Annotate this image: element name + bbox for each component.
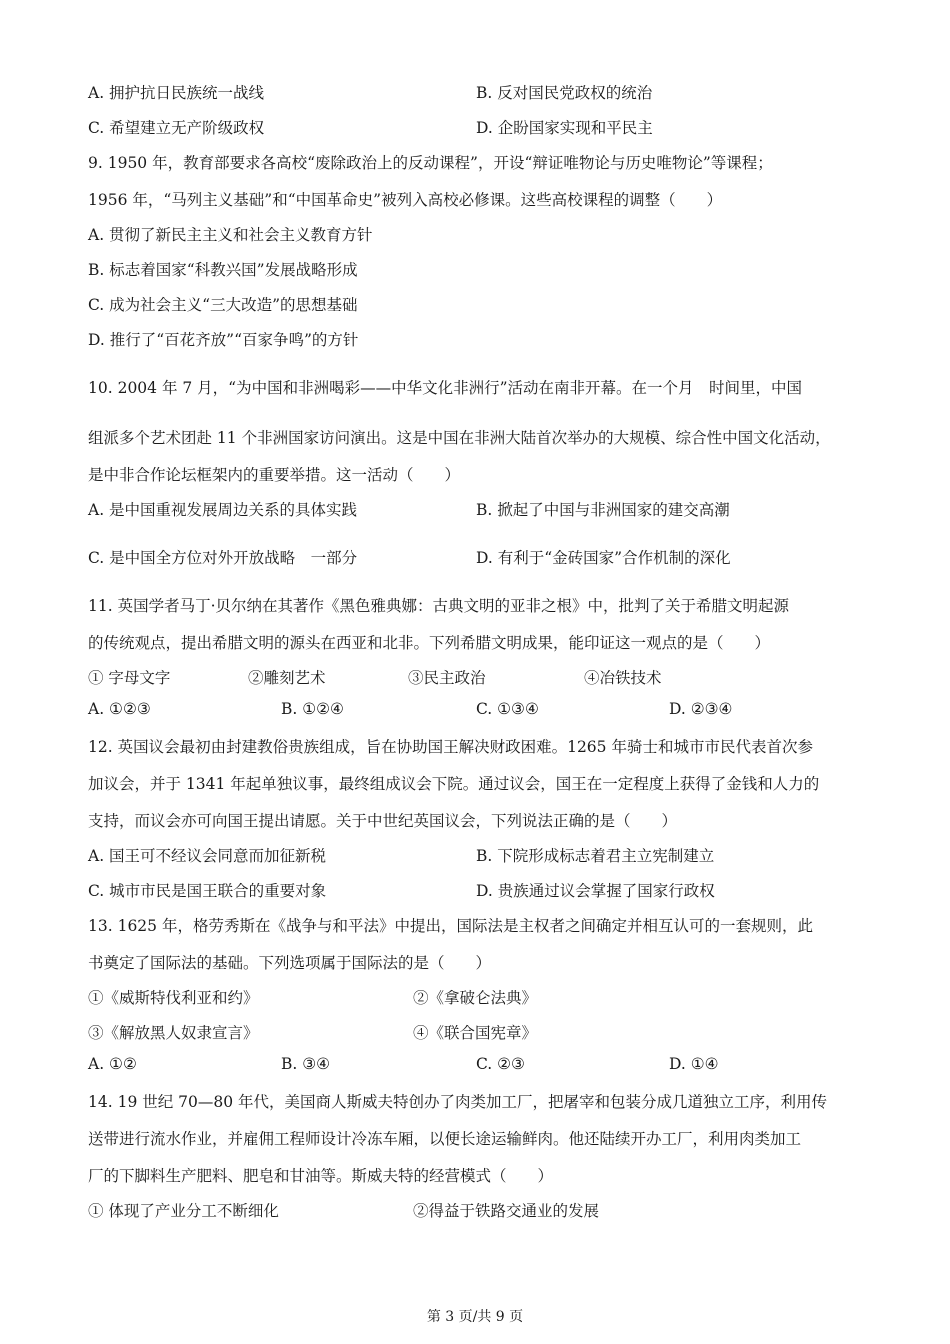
q9-stem-line1: 9. 1950 年，教育部要求各高校“废除政治上的反动课程”，开设“辩证唯物论与历史唯物论”等课程； (88, 154, 773, 172)
q11-option-b: B. ①②④ (281, 700, 344, 718)
q13-option-b: B. ③④ (281, 1055, 331, 1073)
q13-item-4: ④《联合国宪章》 (413, 1024, 538, 1042)
q10-option-d: D. 有利于“金砖国家”合作机制的深化 (476, 549, 731, 567)
q13-stem-line1: 13. 1625 年，格劳秀斯在《战争与和平法》中提出，国际法是主权者之间确定并相互认可的一套规则，此 (88, 917, 813, 935)
q13-stem-line2: 书奠定了国际法的基础。下列选项属于国际法的是（ ） (88, 954, 492, 972)
q12-stem-line1: 12. 英国议会最初由封建教俗贵族组成，旨在协助国王解决财政困难。1265 年骑士和城市市民代表首次参 (88, 738, 813, 756)
q12-option-a: A. 国王可不经议会同意而加征新税 (88, 847, 327, 865)
q8-option-c: C. 希望建立无产阶级政权 (88, 119, 265, 137)
q9-option-b: B. 标志着国家“科教兴国”发展战略形成 (88, 261, 358, 279)
q8-option-d: D. 企盼国家实现和平民主 (476, 119, 653, 137)
q10-option-b: B. 掀起了中国与非洲国家的建交高潮 (476, 501, 730, 519)
q14-stem-line3: 厂的下脚料生产肥料、肥皂和甘油等。斯威夫特的经营模式（ ） (88, 1167, 554, 1185)
q10-option-c: C. 是中国全方位对外开放战略 一部分 (88, 549, 358, 567)
q14-stem-line2: 送带进行流水作业，并雇佣工程师设计冷冻车厢，以便长途运输鲜肉。他还陆续开办工厂，利用肉类加工 (88, 1130, 802, 1148)
q10-option-a: A. 是中国重视发展周边关系的具体实践 (88, 501, 358, 519)
q13-option-c: C. ②③ (476, 1055, 525, 1073)
q14-item-2: ②得益于铁路交通业的发展 (413, 1202, 600, 1220)
q12-option-b: B. 下院形成标志着君主立宪制建立 (476, 847, 715, 865)
page-number-footer: 第 3 页/共 9 页 (426, 1309, 524, 1325)
q11-stem-line1: 11. 英国学者马丁·贝尔纳在其著作《黑色雅典娜：古典文明的亚非之根》中，批判了关于希腊文明起源 (88, 597, 790, 615)
q12-option-d: D. 贵族通过议会掌握了国家行政权 (476, 882, 715, 900)
q11-option-c: C. ①③④ (476, 700, 539, 718)
q12-option-c: C. 城市市民是国王联合的重要对象 (88, 882, 327, 900)
q12-stem-line3: 支持，而议会亦可向国王提出请愿。关于中世纪英国议会，下列说法正确的是（ ） (88, 812, 678, 830)
q14-stem-line1: 14. 19 世纪 70—80 年代，美国商人斯威夫特创办了肉类加工厂，把屠宰和包装分成几道独立工序，利用传 (88, 1093, 828, 1111)
q11-item-1: ① 字母文字 (88, 669, 171, 687)
q9-stem-line2: 1956 年，“马列主义基础”和“中国革命史”被列入高校必修课。这些高校课程的调整（ ） (88, 191, 723, 209)
q11-option-a: A. ①②③ (88, 700, 151, 718)
q10-stem-line1: 10. 2004 年 7 月，“为中国和非洲喝彩——中华文化非洲行”活动在南非开幕。在一个月 时间里，中国 (88, 379, 803, 397)
q11-option-d: D. ②③④ (669, 700, 733, 718)
q11-item-4: ④冶铁技术 (584, 669, 662, 687)
q9-option-d: D. 推行了“百花齐放”“百家争鸣”的方针 (88, 331, 359, 349)
q13-item-2: ②《拿破仑法典》 (413, 989, 538, 1007)
q13-item-3: ③《解放黑人奴隶宣言》 (88, 1024, 259, 1042)
q11-item-3: ③民主政治 (408, 669, 486, 687)
q9-option-a: A. 贯彻了新民主主义和社会主义教育方针 (88, 226, 373, 244)
q8-option-a: A. 拥护抗日民族统一战线 (88, 84, 265, 102)
q14-item-1: ① 体现了产业分工不断细化 (88, 1202, 279, 1220)
q10-stem-line2: 组派多个艺术团赴 11 个非洲国家访问演出。这是中国在非洲大陆首次举办的大规模、综合性中国文化活动， (88, 429, 831, 447)
q9-option-c: C. 成为社会主义“三大改造”的思想基础 (88, 296, 358, 314)
q8-option-b: B. 反对国民党政权的统治 (476, 84, 653, 102)
q10-stem-line3: 是中非合作论坛框架内的重要举措。这一活动（ ） (88, 466, 461, 484)
q11-item-2: ②雕刻艺术 (248, 669, 326, 687)
q12-stem-line2: 加议会，并于 1341 年起单独议事，最终组成议会下院。通过议会，国王在一定程度上获得了金钱和人力的 (88, 775, 820, 793)
q11-stem-line2: 的传统观点，提出希腊文明的源头在西亚和北非。下列希腊文明成果，能印证这一观点的是（ ） (88, 634, 771, 652)
q13-option-d: D. ①④ (669, 1055, 719, 1073)
q13-item-1: ①《威斯特伐利亚和约》 (88, 989, 259, 1007)
q13-option-a: A. ①② (88, 1055, 137, 1073)
